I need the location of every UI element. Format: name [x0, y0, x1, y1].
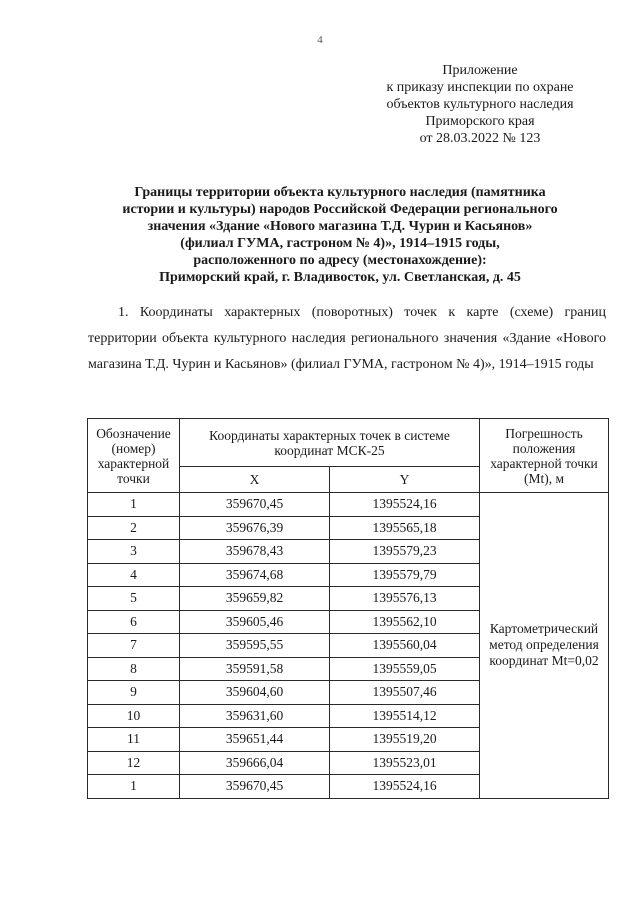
point-number: 11 — [88, 728, 180, 752]
coord-x: 359659,82 — [180, 587, 330, 611]
coord-y: 1395519,20 — [330, 728, 480, 752]
coord-x: 359651,44 — [180, 728, 330, 752]
coord-y: 1395559,05 — [330, 657, 480, 681]
coord-x: 359670,45 — [180, 775, 330, 799]
coord-x: 359666,04 — [180, 751, 330, 775]
point-number: 7 — [88, 634, 180, 658]
coord-x: 359670,45 — [180, 493, 330, 517]
coord-x: 359678,43 — [180, 540, 330, 564]
title-line: расположенного по адресу (местонахождение): — [193, 253, 487, 268]
coord-y: 1395524,16 — [330, 493, 480, 517]
point-number: 4 — [88, 563, 180, 587]
coord-y: 1395507,46 — [330, 681, 480, 705]
title-line: Границы территории объекта культурного наследия (памятника — [134, 185, 546, 200]
error-value: Картометрический метод определения координат Mt=0,02 — [480, 493, 609, 799]
point-number: 2 — [88, 516, 180, 540]
table-row — [88, 493, 609, 517]
intro-paragraph: 1. Координаты характерных (поворотных) точек к карте (схеме) границ территории объекта культурного наследия регионального значения «Здание «Нового магазина Т.Д. Чурин и Касьянов» (филиал ГУМА, гастроном № 4)», 1914–1915 годы — [88, 305, 606, 372]
title-line: значения «Здание «Нового магазина Т.Д. Чурин и Касьянов» — [147, 219, 533, 234]
header-coordinates: Координаты характерных точек в системе координат МСК-25 — [180, 419, 480, 467]
title-line: истории и культуры) народов Российской Федерации регионального — [122, 202, 558, 217]
header-point-number: Обозначение (номер) характерной точки — [88, 419, 180, 493]
appendix-line: к приказу инспекции по охране — [386, 80, 574, 95]
coord-x: 359591,58 — [180, 657, 330, 681]
coord-y: 1395523,01 — [330, 751, 480, 775]
coord-x: 359674,68 — [180, 563, 330, 587]
title-line: (филиал ГУМА, гастроном № 4)», 1914–1915 годы, — [180, 236, 500, 251]
coord-y: 1395579,23 — [330, 540, 480, 564]
point-number: 6 — [88, 610, 180, 634]
coord-y: 1395579,79 — [330, 563, 480, 587]
coord-x: 359605,46 — [180, 610, 330, 634]
coord-x: 359604,60 — [180, 681, 330, 705]
coordinates-table — [87, 418, 609, 799]
appendix-line: от 28.03.2022 № 123 — [419, 131, 541, 146]
header-x: X — [180, 467, 330, 493]
coord-y: 1395514,12 — [330, 704, 480, 728]
coord-x: 359676,39 — [180, 516, 330, 540]
point-number: 10 — [88, 704, 180, 728]
header-y: Y — [330, 467, 480, 493]
coord-y: 1395524,16 — [330, 775, 480, 799]
appendix-line: объектов культурного наследия — [386, 97, 574, 112]
point-number: 9 — [88, 681, 180, 705]
point-number: 3 — [88, 540, 180, 564]
appendix-block — [360, 62, 600, 147]
document-title — [76, 184, 604, 286]
title-line: Приморский край, г. Владивосток, ул. Светланская, д. 45 — [159, 270, 521, 285]
coord-y: 1395576,13 — [330, 587, 480, 611]
point-number: 5 — [88, 587, 180, 611]
point-number: 1 — [88, 493, 180, 517]
page-number: 4 — [317, 34, 323, 46]
coord-y: 1395562,10 — [330, 610, 480, 634]
coord-y: 1395565,18 — [330, 516, 480, 540]
point-number: 12 — [88, 751, 180, 775]
coord-x: 359631,60 — [180, 704, 330, 728]
point-number: 1 — [88, 775, 180, 799]
point-number: 8 — [88, 657, 180, 681]
coord-x: 359595,55 — [180, 634, 330, 658]
coord-y: 1395560,04 — [330, 634, 480, 658]
header-error: Погрешность положения характерной точки (Mt), м — [480, 419, 609, 493]
appendix-line: Приложение — [442, 63, 518, 78]
appendix-line: Приморского края — [425, 114, 535, 129]
